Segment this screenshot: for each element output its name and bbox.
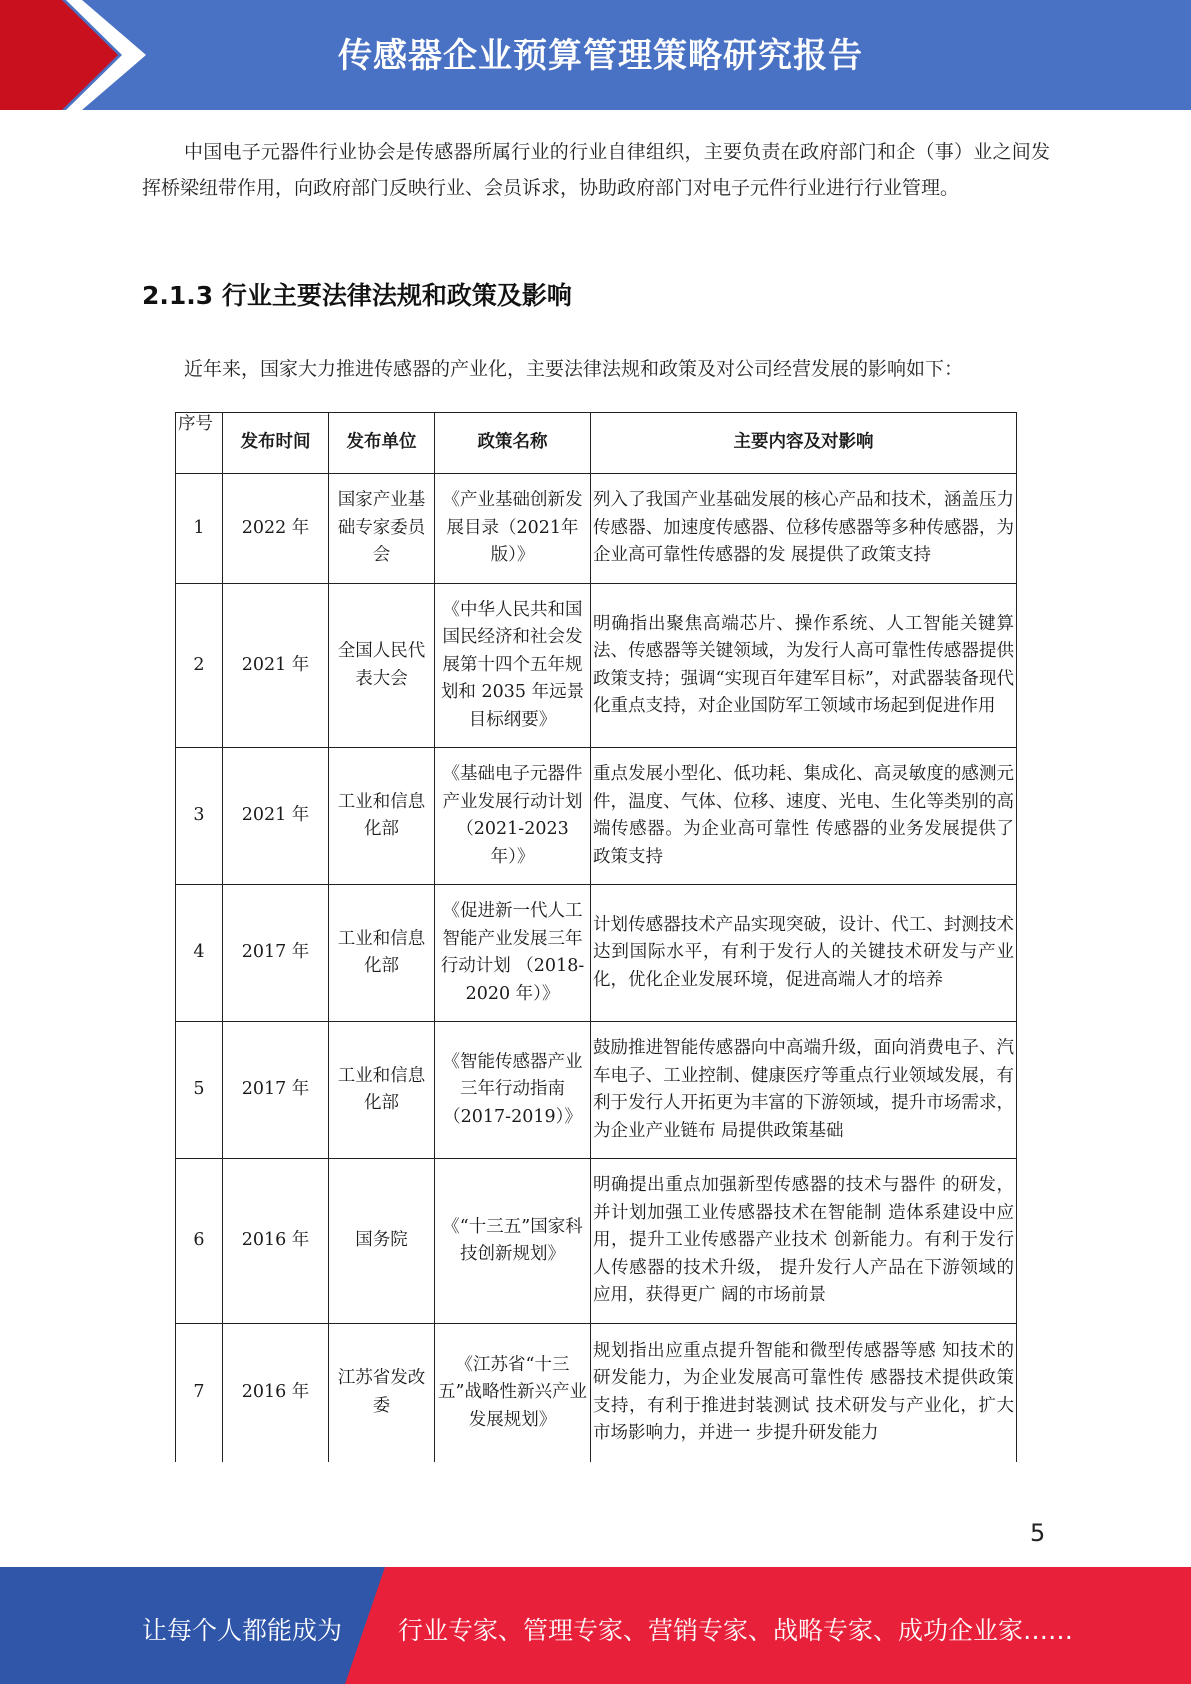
table-row (176, 748, 1017, 885)
cell-name: 《促进新一代人工智能产业发展三年行动计划 （2018-2020 年）》 (435, 885, 591, 1022)
cell-unit: 国家产业基础专家委员会 (329, 474, 435, 584)
cell-seq: 2 (176, 584, 223, 748)
cell-name: 《“十三五”国家科技创新规划》 (435, 1159, 591, 1324)
table-row (176, 584, 1017, 748)
table-row (176, 885, 1017, 1022)
cell-unit: 工业和信息化部 (329, 748, 435, 885)
cell-content: 鼓励推进智能传感器向中高端升级，面向消费电子、汽车电子、工业控制、健康医疗等重点行业领域发展，有利于发行人开拓更为丰富的下游领域，提升市场需求，为企业产业链布 局提供政策基础 (591, 1022, 1017, 1159)
table-row (176, 474, 1017, 584)
cell-seq: 3 (176, 748, 223, 885)
cell-time: 2016 年 (223, 1324, 329, 1462)
table-row (176, 1159, 1017, 1324)
cell-name: 《产业基础创新发展目录（2021年版）》 (435, 474, 591, 584)
cell-time: 2022 年 (223, 474, 329, 584)
cell-time: 2021 年 (223, 584, 329, 748)
table-row (176, 1022, 1017, 1159)
cell-seq: 7 (176, 1324, 223, 1462)
table-row (176, 1324, 1017, 1462)
cell-content: 明确提出重点加强新型传感器的技术与器件 的研发，并计划加强工业传感器技术在智能制 造体系建设中应用，提升工业传感器产业技术 创新能力。有利于发行人传感器的技术升级， 提升发行人产品在下游领域的应用，获得更广 阔的市场前景 (591, 1159, 1017, 1324)
paragraph-association: 中国电子元器件行业协会是传感器所属行业的行业自律组织，主要负责在政府部门和企（事）业之间发挥桥梁纽带作用，向政府部门反映行业、会员诉求，协助政府部门对电子元件行业进行行业管理。 (142, 141, 1050, 199)
header-name: 政策名称 (435, 413, 591, 474)
cell-seq: 4 (176, 885, 223, 1022)
cell-name: 《基础电子元器件产业发展行动计划 （2021-2023 年）》 (435, 748, 591, 885)
page-footer (0, 1567, 1191, 1684)
cell-unit: 江苏省发改委 (329, 1324, 435, 1462)
header-time: 发布时间 (223, 413, 329, 474)
cell-seq: 6 (176, 1159, 223, 1324)
policy-table (175, 412, 1017, 1462)
document-title: 传感器企业预算管理策略研究报告 (338, 36, 863, 76)
cell-content: 规划指出应重点提升智能和微型传感器等感 知技术的研发能力，为企业发展高可靠性传 感器技术提供政策支持，有利于推进封装测试 技术研发与产业化，扩大市场影响力，并进一 步提升研发能力 (591, 1324, 1017, 1462)
cell-content: 计划传感器技术产品实现突破，设计、代工、封测技术达到国际水平，有利于发行人的关键技术研发与产业化，优化企业发展环境，促进高端人才的培养 (591, 885, 1017, 1022)
cell-name: 《中华人民共和国国民经济和社会发展第十四个五年规划和 2035 年远景目标纲要》 (435, 584, 591, 748)
header-seq: 序号 (176, 413, 223, 474)
cell-content: 明确指出聚焦高端芯片、操作系统、人工智能关键算法、传感器等关键领域，为发行人高可靠性传感器提供政策支持；强调“实现百年建军目标”，对武器装备现代化重点支持，对企业国防军工领域市场起到促进作用 (591, 584, 1017, 748)
cell-seq: 5 (176, 1022, 223, 1159)
cell-name: 《智能传感器产业三年行动指南（2017-2019）》 (435, 1022, 591, 1159)
cell-name: 《江苏省“十三五”战略性新兴产业发展规划》 (435, 1324, 591, 1462)
header-unit: 发布单位 (329, 413, 435, 474)
cell-content: 重点发展小型化、低功耗、集成化、高灵敏度的感测元件，温度、气体、位移、速度、光电、生化等类别的高端传感器。为企业高可靠性 传感器的业务发展提供了政策支持 (591, 748, 1017, 885)
page-number: 5 (1030, 1519, 1046, 1547)
cell-time: 2017 年 (223, 885, 329, 1022)
cell-content: 列入了我国产业基础发展的核心产品和技术，涵盖压力传感器、加速度传感器、位移传感器等多种传感器，为企业高可靠性传感器的发 展提供了政策支持 (591, 474, 1017, 584)
table-header-row (176, 413, 1017, 474)
header-content: 主要内容及对影响 (591, 413, 1017, 474)
cell-seq: 1 (176, 474, 223, 584)
cell-unit: 工业和信息化部 (329, 885, 435, 1022)
cell-unit: 工业和信息化部 (329, 1022, 435, 1159)
cell-time: 2017 年 (223, 1022, 329, 1159)
footer-slogan-left: 让每个人都能成为 (142, 1616, 343, 1645)
page-header (0, 0, 1191, 110)
cell-time: 2016 年 (223, 1159, 329, 1324)
section-heading: 2.1.3 行业主要法律法规和政策及影响 (142, 281, 572, 310)
cell-time: 2021 年 (223, 748, 329, 885)
cell-unit: 国务院 (329, 1159, 435, 1324)
cell-unit: 全国人民代表大会 (329, 584, 435, 748)
paragraph-intro: 近年来，国家大力推进传感器的产业化，主要法律法规和政策及对公司经营发展的影响如下： (184, 358, 964, 380)
footer-slogan-right: 行业专家、管理专家、营销专家、战略专家、成功企业家…… (398, 1616, 1074, 1645)
